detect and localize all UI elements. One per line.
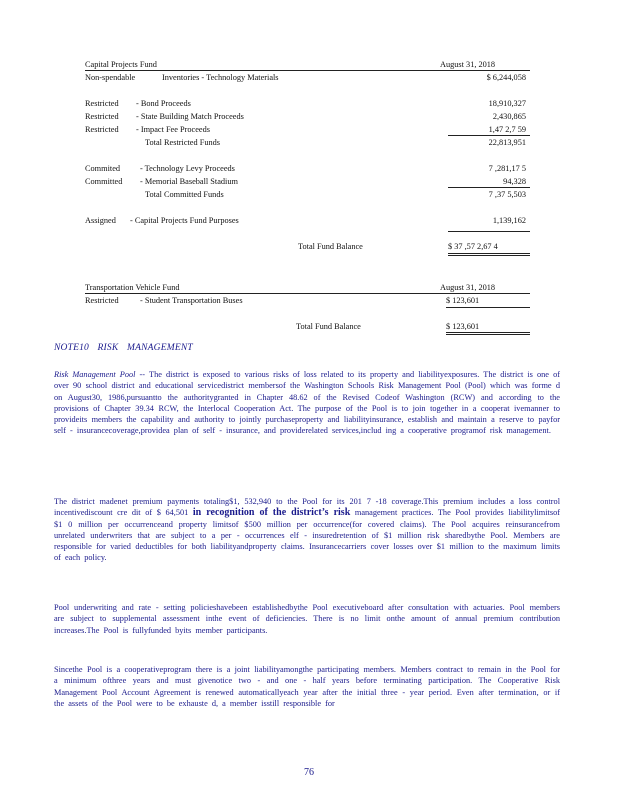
row-amount: 1,47 2,7 59 — [488, 125, 526, 134]
paragraph-1 — [54, 369, 560, 437]
row-amount: 7 ,281,17 5 — [488, 164, 526, 173]
paragraph-2 — [54, 496, 560, 564]
row-category: Assigned — [85, 216, 116, 225]
subtotal-amount: 7 ,37 5,503 — [488, 190, 526, 199]
subtotal-label: Total Restricted Funds — [145, 138, 221, 147]
subtotal-amount: 22,813,951 — [488, 138, 526, 147]
row-description: - Technology Levy Proceeds — [140, 164, 235, 173]
total-amount: $ 123,601 — [446, 322, 480, 331]
double-rule-bottom — [446, 334, 530, 335]
capital-fund-header: Capital Projects Fund — [85, 60, 157, 69]
double-rule-bottom — [448, 255, 530, 256]
total-rule — [446, 307, 530, 308]
paragraph-text: The district madenet premium payments totaling$1, 532,940 to the Pool for its 201 7 -18 coverage.This premium includes a loss control incentivediscount cre dit of $ 64,501 — [54, 497, 560, 518]
row-description: - Bond Proceeds — [136, 99, 191, 108]
double-rule-top — [448, 253, 530, 254]
total-label: Total Fund Balance — [298, 242, 363, 251]
capital-date-header: August 31, 2018 — [440, 60, 496, 69]
row-amount: 18,910,327 — [488, 99, 526, 108]
row-description: Inventories - Technology Materials — [162, 73, 279, 82]
subtotal-label: Total Committed Funds — [145, 190, 224, 199]
row-category: Restricted — [85, 125, 119, 134]
row-category: Commited — [85, 164, 121, 173]
transport-fund-header: Transportation Vehicle Fund — [85, 283, 180, 292]
row-category: Restricted — [85, 296, 119, 305]
row-amount: 2,430,865 — [492, 112, 526, 121]
row-category: Restricted — [85, 99, 119, 108]
row-category: Restricted — [85, 112, 119, 121]
row-amount: $ 123,601 — [446, 296, 480, 305]
emphasized-text: in recognition of the district’s risk — [192, 507, 351, 519]
row-amount: 1,139,162 — [492, 216, 526, 225]
total-amount: $ 37 ,57 2,67 4 — [448, 242, 498, 251]
double-rule-top — [446, 332, 530, 333]
subtotal-rule — [448, 135, 530, 136]
total-rule — [448, 231, 530, 232]
row-description: - Capital Projects Fund Purposes — [130, 216, 239, 225]
row-description: - Impact Fee Proceeds — [136, 125, 210, 134]
paragraph-lead: Risk Management Pool — [54, 370, 136, 379]
header-rule — [85, 293, 530, 294]
paragraph-4: Sincethe Pool is a cooperativeprogram there is a joint liabilityamongthe participating members. Members contract to remain in the Pool for a minimum ofthree years and must givenotice two - and one - half years before terminating participation. The Cooperative Risk Management Pool Account Agreement is renewed automaticallyeach year after the initial three - year period. Even after termination, or if the assets of the Pool were to be exhauste d, a member isstill responsible for — [54, 665, 560, 708]
subtotal-rule — [448, 187, 530, 188]
paragraph-3: Pool underwriting and rate - setting policieshavebeen establishedbythe Pool executiveboard after consultation with actuaries. Pool members are subject to supplemental assessment inthe event of deficiencies. There is no limit onthe amount of annual premium contribution increases.The Pool is fullyfunded byits member participants. — [54, 603, 560, 635]
header-rule — [85, 70, 530, 71]
row-description: - Student Transportation Buses — [140, 296, 243, 305]
row-category: Non-spendable — [85, 73, 136, 82]
note-title: NOTE10 RISK MANAGEMENT — [54, 343, 193, 353]
row-description: - Memorial Baseball Stadium — [140, 177, 238, 186]
page-number: 76 — [304, 767, 314, 778]
row-amount: 94,328 — [503, 177, 526, 186]
total-label: Total Fund Balance — [296, 322, 361, 331]
row-amount: $ 6,244,058 — [486, 73, 526, 82]
row-category: Committed — [85, 177, 123, 186]
row-description: - State Building Match Proceeds — [136, 112, 244, 121]
transport-date-header: August 31, 2018 — [440, 283, 496, 292]
paragraph-text: management practices. The Pool provides liabilitylimitsof $1 0 million per occurrenceand property limitsof $500 million per occurrence(for covered claims). The Pool acquires reinsurancefrom unrelated underwriters that are subject to a per - occurrences elf - insuredretention of $1 million risk sharedbythe Pool. Members are responsible for varied deductibles for both liabilityandproperty claims. Insurancecarriers cover losses over $1 million to the maximum limits of each policy. — [54, 508, 560, 563]
paragraph-text: -- The district is exposed to various risks of loss related to its property and liabilityexposures. The district is one of over 90 school district and educational servicedistrict membersof the Washington Schools Risk Management Pool (Pool) which was forme d on August30, 1986,pursuantto the authoritygranted in Chapter 48.62 of the Revised Codeof Washington (RCW) and according to the provisions of Chapter 39.34 RCW, the Interlocal Cooperation Act. The purpose of the Pool is to join together in a cooperat ivemanner to provideits members the capability and authority to jointly purchaseproperty and liabilityinsurance, establish and maintain a reserve to payfor self - insurancecoverage,providea plan of self - insurance, and providerelated services,includ ing a cooperative programof risk management. — [54, 370, 560, 436]
